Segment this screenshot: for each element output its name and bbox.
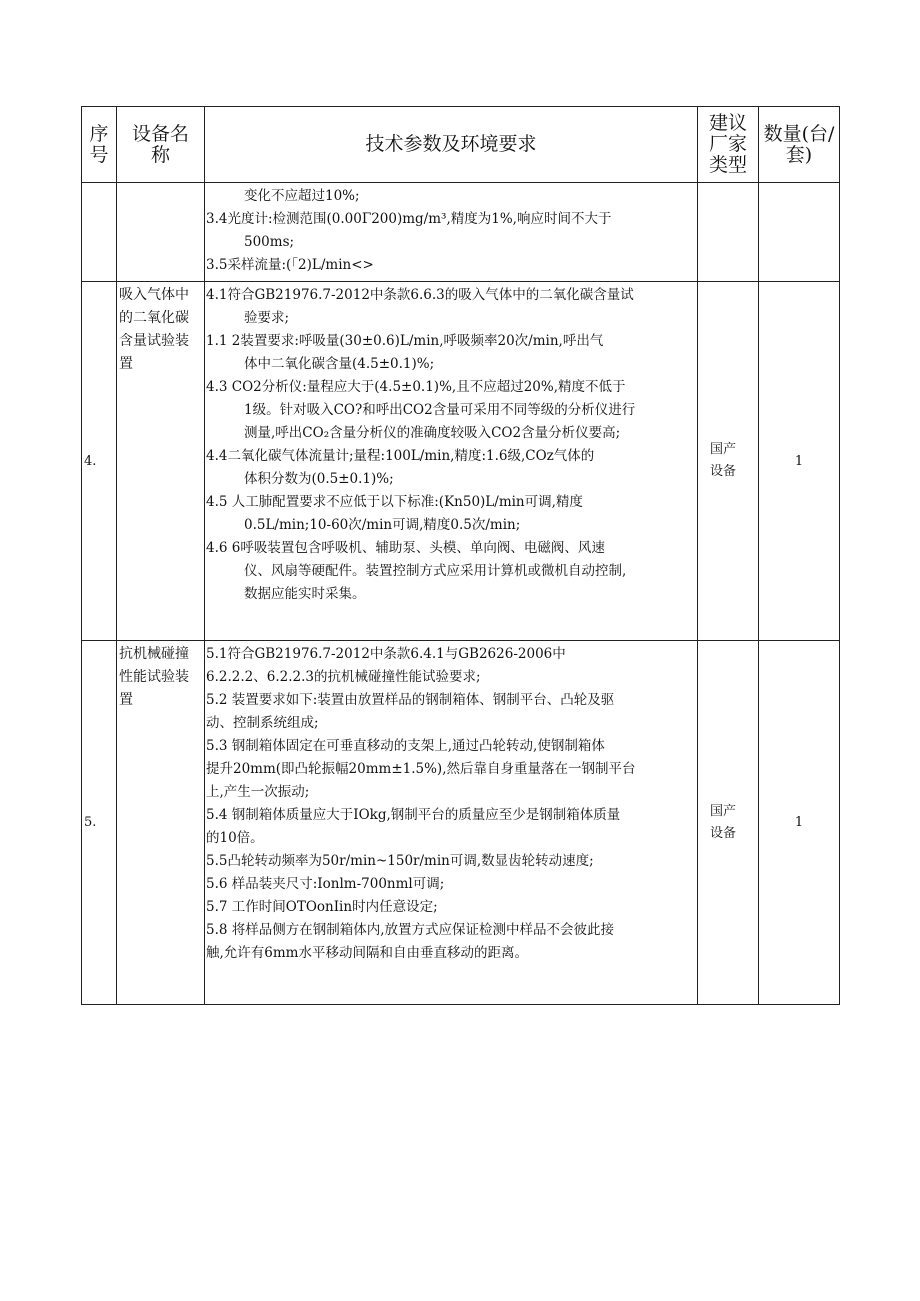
param-line: 动、控制系统组成; <box>206 715 319 731</box>
param-line: 的10倍。 <box>206 830 264 846</box>
param-line: 500ms; <box>244 234 295 250</box>
row-equipment-name: 抗机械碰撞性能试验装置 <box>117 641 205 1005</box>
row-seq: 4. <box>82 282 117 641</box>
equipment-spec-table <box>81 106 840 1005</box>
param-line: 数据应能实时采集。 <box>244 586 366 602</box>
param-line: 5.7 工作时间OTOonIin时内任意设定; <box>206 899 438 915</box>
header-quantity: 数量(台/套) <box>759 107 840 183</box>
param-line: 触,允许有6mm水平移动间隔和自由垂直移动的距离。 <box>206 945 528 961</box>
row-seq <box>82 183 117 282</box>
header-equipment-name: 设备名称 <box>117 107 205 183</box>
param-line: 验要求; <box>244 310 290 326</box>
param-line: 5.4 钢制箱体质量应大于IOkg,钢制平台的质量应至少是钢制箱体质量 <box>206 807 621 823</box>
header-seq: 序号 <box>82 107 117 183</box>
param-line: 变化不应超过10%; <box>244 188 360 204</box>
param-line: 5.2 装置要求如下:装置由放置样品的钢制箱体、钢制平台、凸轮及驱 <box>206 692 615 708</box>
row-params <box>205 282 698 641</box>
param-line: 5.5凸轮转动频率为50r/min~150r/min可调,数显齿轮转动速度; <box>206 853 594 869</box>
param-line: 仪、风扇等硬配件。装置控制方式应采用计算机或微机自动控制, <box>244 563 627 579</box>
param-line: 6.2.2.2、6.2.2.3的抗机械碰撞性能试验要求; <box>206 669 481 685</box>
param-line: 4.5 人工肺配置要求不应低于以下标准:(Kn50)L/min可调,精度 <box>206 494 583 510</box>
param-line: 1级。针对吸入CO?和呼出CO2含量可采用不同等级的分析仪进行 <box>244 402 636 418</box>
param-line: 提升20mm(即凸轮振幅20mm±1.5%),然后靠自身重量落在一钢制平台 <box>206 761 636 777</box>
param-line: 3.4光度计:检测范围(0.00Γ200)mg/m³,精度为1%,响应时间不大于 <box>206 211 612 227</box>
param-line: 4.1符合GB21976.7-2012中条款6.6.3的吸入气体中的二氧化碳含量试 <box>206 287 634 303</box>
row-equipment-name <box>117 183 205 282</box>
param-line: 5.8 将样品侧方在钢制箱体内,放置方式应保证检测中样品不会彼此接 <box>206 922 615 938</box>
table-row <box>82 641 840 1005</box>
row-equipment-name: 吸入气体中的二氧化碳含量试验装置 <box>117 282 205 641</box>
param-line: 5.1符合GB21976.7-2012中条款6.4.1与GB2626-2006中 <box>206 646 566 662</box>
param-line: 5.3 钢制箱体固定在可垂直移动的支架上,通过凸轮转动,使钢制箱体 <box>206 738 605 754</box>
table-row <box>82 183 840 282</box>
header-vendor-type: 建议厂家类型 <box>698 107 759 183</box>
row-vendor-type <box>698 183 759 282</box>
param-line: 上,产生一次振动; <box>206 784 310 800</box>
param-line: 4.4二氧化碳气体流量计;量程:100L/min,精度:1.6级,COz气体的 <box>206 448 595 464</box>
row-seq: 5. <box>82 641 117 1005</box>
param-line: 体积分数为(0.5±0.1)%; <box>244 471 394 487</box>
param-line: 0.5L/min;10-60次/min可调,精度0.5次/min; <box>244 517 521 533</box>
param-line: 4.3 CO2分析仪:量程应大于(4.5±0.1)%,且不应超过20%,精度不低于 <box>206 379 626 395</box>
param-line: 体中二氧化碳含量(4.5±0.1)%; <box>244 356 435 372</box>
table-header-row <box>82 107 840 183</box>
row-quantity <box>759 183 840 282</box>
param-line: 5.6 样品装夹尺寸:Ionlm-700nml可调; <box>206 876 445 892</box>
param-line: 测量,呼出CO₂含量分析仪的准确度较吸入CO2含量分析仪要高; <box>244 425 621 441</box>
header-technical-requirements: 技术参数及环境要求 <box>205 107 698 183</box>
param-line: 4.6 6呼吸装置包含呼吸机、辅助泵、头模、单向阀、电磁阀、风速 <box>206 540 605 556</box>
row-params <box>205 183 698 282</box>
row-quantity: 1 <box>759 282 840 641</box>
row-vendor-type: 国产设备 <box>698 641 759 1005</box>
param-line: 1.1 2装置要求:呼吸量(30±0.6)L/min,呼吸频率20次/min,呼出气 <box>206 333 604 349</box>
row-params <box>205 641 698 1005</box>
row-quantity: 1 <box>759 641 840 1005</box>
param-line: 3.5采样流量:(「2)L/min<> <box>206 257 374 273</box>
table-row <box>82 282 840 641</box>
row-vendor-type: 国产设备 <box>698 282 759 641</box>
